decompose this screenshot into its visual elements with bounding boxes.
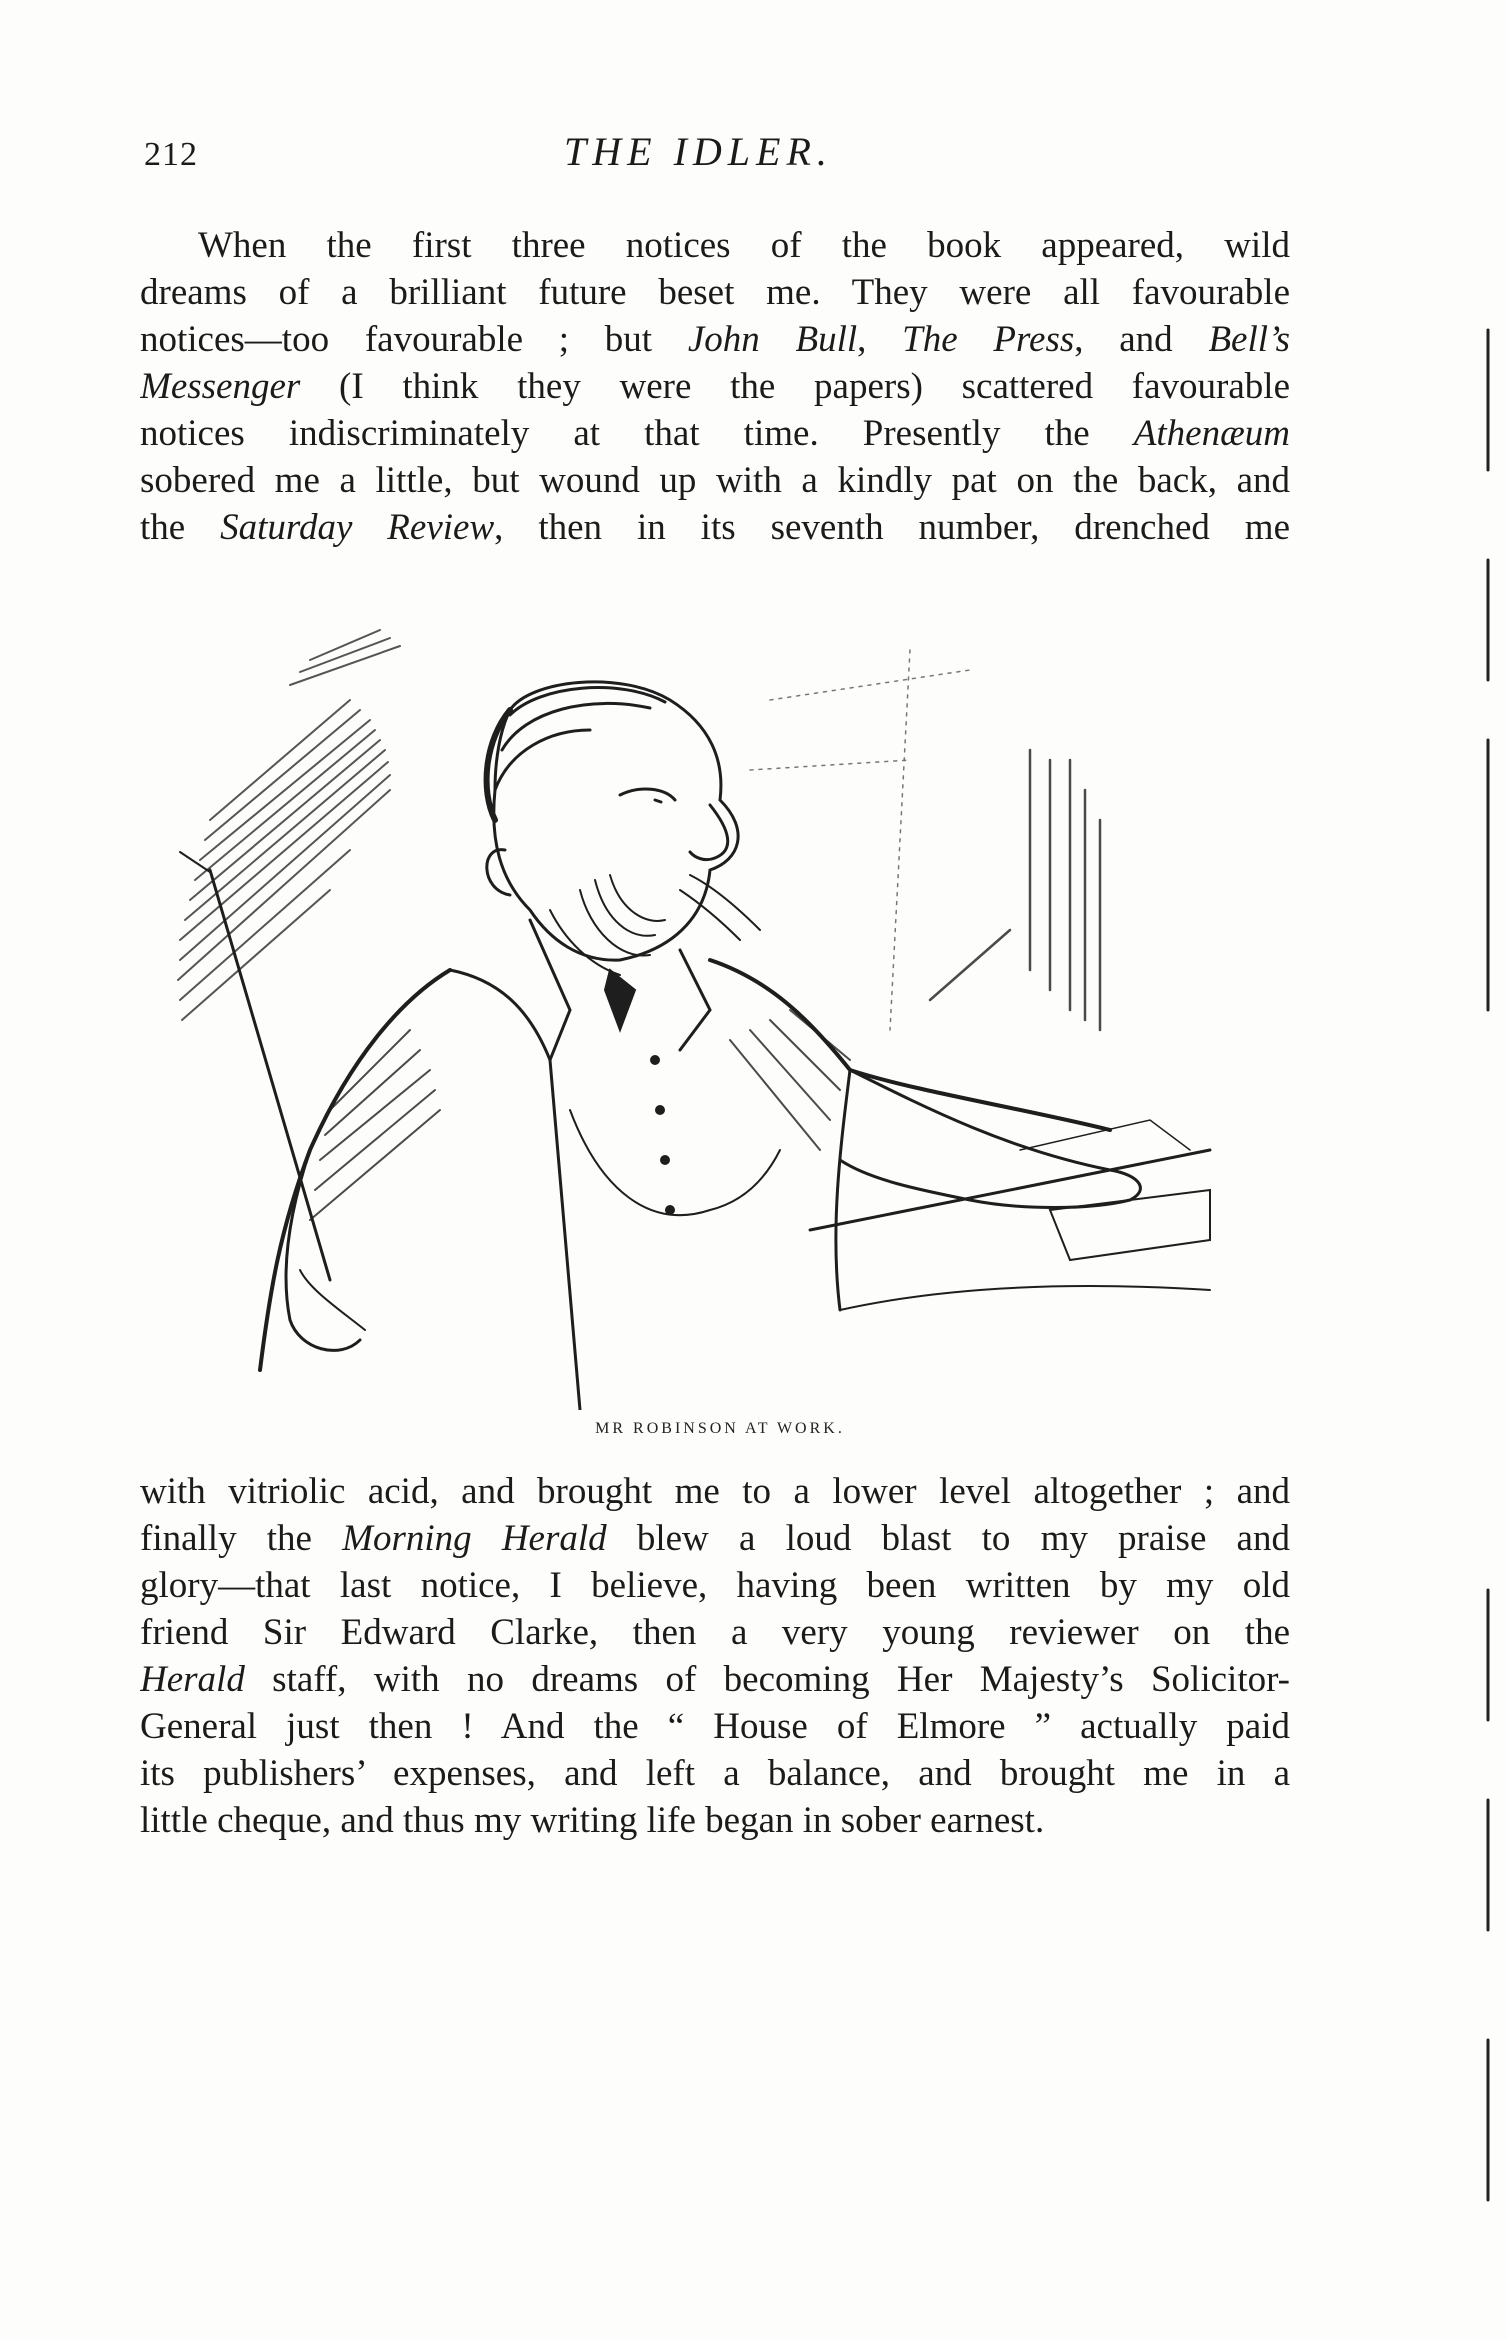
text-line: glory—that last notice, I believe, having been written by my old xyxy=(140,1565,1290,1606)
text-line: dreams of a brilliant future beset me. They were all favourable xyxy=(140,272,1290,313)
paragraph-1 xyxy=(140,222,1290,551)
text-line: finally the Morning Herald blew a loud blast to my praise and xyxy=(140,1518,1290,1559)
text-line: the Saturday Review, then in its seventh number, drenched me xyxy=(140,507,1290,548)
text-line: notices indiscriminately at that time. Presently the Athenæum xyxy=(140,413,1290,454)
running-title: THE IDLER. xyxy=(564,129,833,174)
text-line: little cheque, and thus my writing life began in sober earnest. xyxy=(140,1800,1045,1841)
text-line: friend Sir Edward Clarke, then a very young reviewer on the xyxy=(140,1612,1290,1653)
illustration-caption: MR ROBINSON AT WORK. xyxy=(595,1420,845,1437)
portrait-engraving-icon xyxy=(150,590,1270,1410)
text-line: with vitriolic acid, and brought me to a lower level altogether ; and xyxy=(140,1471,1290,1512)
text-line: sobered me a little, but wound up with a kindly pat on the back, and xyxy=(140,460,1290,501)
text-line: Messenger (I think they were the papers) scattered favourable xyxy=(140,366,1290,407)
page-number: 212 xyxy=(144,136,198,173)
page-edge-marks xyxy=(1468,0,1508,2339)
text-line: Herald staff, with no dreams of becoming Her Majesty’s Solicitor- xyxy=(140,1659,1290,1700)
paragraph-2 xyxy=(140,1468,1290,1844)
text-line: its publishers’ expenses, and left a balance, and brought me in a xyxy=(140,1753,1290,1794)
text-line: General just then ! And the “ House of Elmore ” actually paid xyxy=(140,1706,1290,1747)
page-header xyxy=(144,128,1284,188)
text-line: When the first three notices of the book appeared, wild xyxy=(198,225,1290,266)
text-line: notices—too favourable ; but John Bull, The Press, and Bell’s xyxy=(140,319,1290,360)
